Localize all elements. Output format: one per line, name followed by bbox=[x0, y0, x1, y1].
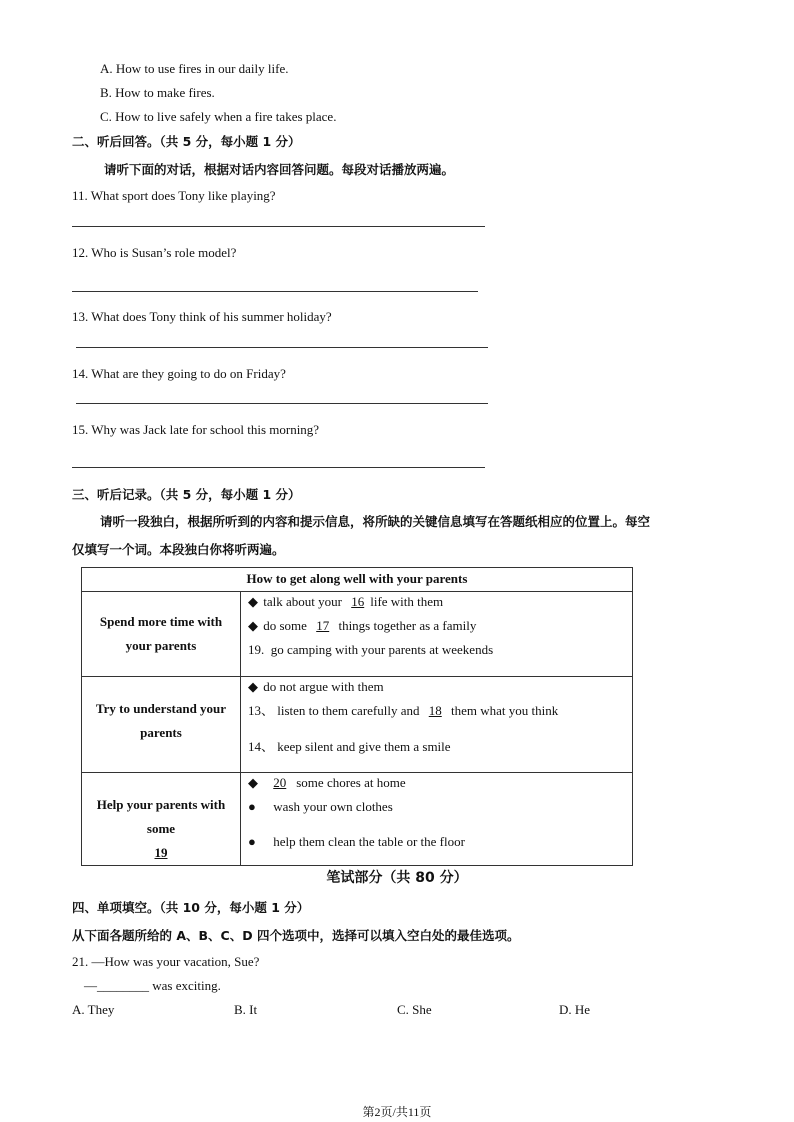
item-number: 19. bbox=[248, 642, 265, 657]
diamond-bullet-icon: ◆ bbox=[248, 594, 258, 609]
section4-heading: 四、单项填空。（共 10 分，每小题 1 分） bbox=[72, 900, 310, 915]
item-number: 13、 bbox=[248, 703, 275, 718]
list-item bbox=[248, 679, 384, 695]
item-text: talk about your bbox=[263, 594, 342, 609]
row-label-line1: Spend more time with bbox=[99, 614, 223, 629]
item-text-after: them what you think bbox=[451, 703, 559, 718]
section2-heading: 二、听后回答。（共 5 分，每小题 1 分） bbox=[72, 134, 301, 149]
list-item bbox=[248, 739, 451, 755]
item-text: do some bbox=[263, 618, 307, 633]
option-a: A. How to use fires in our daily life. bbox=[100, 61, 289, 76]
diamond-bullet-icon: ◆ bbox=[248, 679, 258, 694]
page-number: 第2页/共11页 bbox=[362, 1105, 432, 1119]
blank-19[interactable]: 19 bbox=[154, 845, 168, 860]
row-label-prefix: some bbox=[146, 821, 176, 836]
row-label bbox=[82, 592, 241, 676]
row-label bbox=[82, 773, 241, 866]
list-item bbox=[248, 642, 493, 658]
section3-instruction-2: 仅填写一个词。本段独白你将听两遍。 bbox=[72, 542, 285, 557]
table-row bbox=[82, 592, 632, 677]
circle-bullet-icon: ● bbox=[248, 799, 256, 814]
question-13: 13. What does Tony think of his summer holiday? bbox=[72, 309, 332, 324]
row-label bbox=[82, 677, 241, 772]
diamond-bullet-icon: ◆ bbox=[248, 618, 258, 633]
section3-heading: 三、听后记录。（共 5 分，每小题 1 分） bbox=[72, 487, 301, 502]
row-items bbox=[242, 677, 632, 772]
question-11: 11. What sport does Tony like playing? bbox=[72, 188, 276, 203]
blank-16[interactable]: 16 bbox=[351, 594, 365, 609]
list-item bbox=[248, 799, 393, 815]
item-text: help them clean the table or the floor bbox=[273, 834, 465, 849]
item-text-after: some chores at home bbox=[296, 775, 406, 790]
section3-instruction-1: 请听一段独白，根据所听到的内容和提示信息，将所缺的关键信息填写在答题纸相应的位置上。每空 bbox=[100, 514, 651, 529]
q21-option-b[interactable]: B. It bbox=[234, 1002, 258, 1017]
diamond-bullet-icon: ◆ bbox=[248, 775, 258, 790]
answer-line-13[interactable] bbox=[76, 347, 488, 348]
list-item bbox=[248, 594, 443, 610]
item-text: listen to them carefully and bbox=[277, 703, 420, 718]
question-21-response: —________ was exciting. bbox=[84, 978, 221, 993]
option-c: C. How to live safely when a fire takes place. bbox=[100, 109, 337, 124]
table-row bbox=[82, 677, 632, 773]
option-b: B. How to make fires. bbox=[100, 85, 215, 100]
item-text: keep silent and give them a smile bbox=[277, 739, 451, 754]
item-text: wash your own clothes bbox=[273, 799, 393, 814]
table-row bbox=[82, 773, 632, 866]
q21-option-c[interactable]: C. She bbox=[397, 1002, 432, 1017]
table-title: How to get along well with your parents bbox=[82, 568, 632, 592]
row-label-line2: your parents bbox=[125, 638, 197, 653]
circle-bullet-icon: ● bbox=[248, 834, 256, 849]
q21-option-d[interactable]: D. He bbox=[559, 1002, 591, 1017]
row-label-line2: parents bbox=[140, 725, 182, 740]
answer-line-15[interactable] bbox=[72, 467, 485, 468]
section2-instruction: 请听下面的对话，根据对话内容回答问题。每段对话播放两遍。 bbox=[104, 162, 455, 177]
list-item bbox=[248, 834, 465, 850]
question-21: 21. —How was your vacation, Sue? bbox=[72, 954, 260, 969]
list-item bbox=[248, 775, 406, 791]
list-item bbox=[248, 703, 558, 719]
section4-instruction: 从下面各题所给的 A、B、C、D 四个选项中，选择可以填入空白处的最佳选项。 bbox=[72, 928, 520, 943]
written-part-title: 笔试部分（共 80 分） bbox=[326, 870, 468, 886]
row-label-line2 bbox=[82, 817, 240, 865]
item-text: go camping with your parents at weekends bbox=[270, 642, 494, 657]
row-label-line1: Try to understand your bbox=[95, 701, 227, 716]
item-text: do not argue with them bbox=[263, 679, 384, 694]
row-items bbox=[242, 592, 632, 676]
list-item bbox=[248, 618, 476, 634]
item-number: 14、 bbox=[248, 739, 275, 754]
row-label-line1: Help your parents with bbox=[96, 797, 226, 812]
question-15: 15. Why was Jack late for school this morning? bbox=[72, 422, 320, 437]
q21-option-a[interactable]: A. They bbox=[72, 1002, 115, 1017]
blank-20[interactable]: 20 bbox=[273, 775, 287, 790]
answer-line-11[interactable] bbox=[72, 226, 485, 227]
question-14: 14. What are they going to do on Friday? bbox=[72, 366, 286, 381]
notes-table bbox=[81, 567, 633, 866]
item-text-after: life with them bbox=[370, 594, 444, 609]
blank-18[interactable]: 18 bbox=[428, 703, 442, 718]
answer-line-12[interactable] bbox=[72, 291, 478, 292]
row-items bbox=[242, 773, 632, 866]
question-12: 12. Who is Susan’s role model? bbox=[72, 245, 237, 260]
item-text-after: things together as a family bbox=[338, 618, 477, 633]
answer-line-14[interactable] bbox=[76, 403, 488, 404]
blank-17[interactable]: 17 bbox=[316, 618, 330, 633]
